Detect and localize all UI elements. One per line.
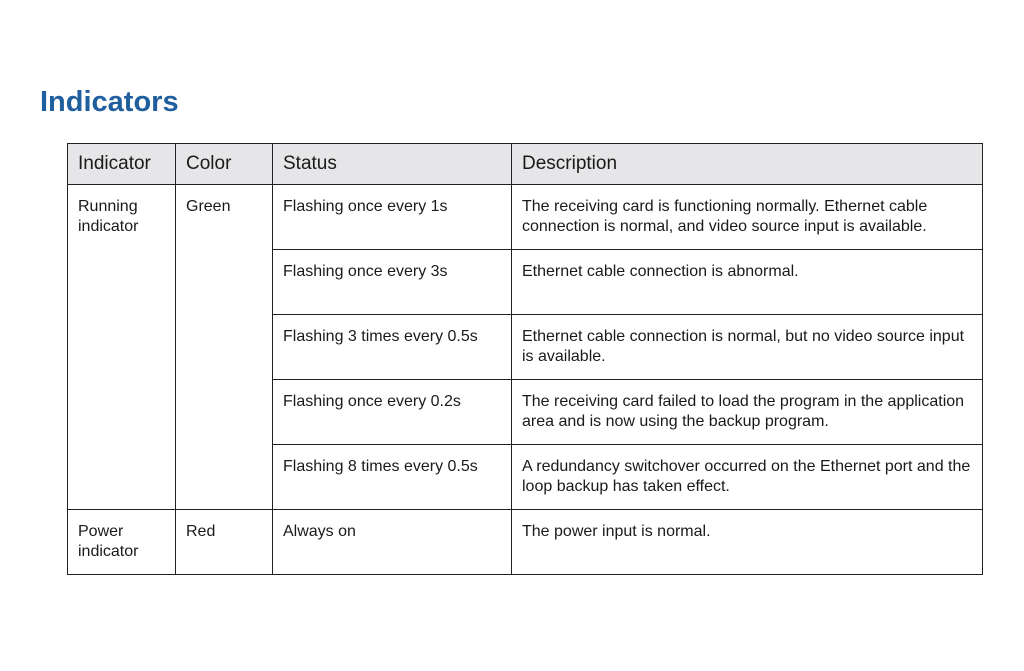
indicator-cell: Power indicator [68,510,176,575]
header-status: Status [273,144,512,185]
status-cell: Flashing 3 times every 0.5s [273,315,512,380]
description-cell: A redundancy switchover occurred on the Ethernet port and the loop backup has taken effect. [512,445,983,510]
color-cell: Green [176,185,273,510]
status-cell: Always on [273,510,512,575]
header-description: Description [512,144,983,185]
indicators-table [67,143,983,575]
header-color: Color [176,144,273,185]
description-cell: The power input is normal. [512,510,983,575]
description-cell: The receiving card is functioning normally. Ethernet cable connection is normal, and video source input is available. [512,185,983,250]
header-indicator: Indicator [68,144,176,185]
description-cell: Ethernet cable connection is normal, but no video source input is available. [512,315,983,380]
table-row [68,185,983,250]
indicator-cell: Running indicator [68,185,176,510]
color-cell: Red [176,510,273,575]
indicators-table-container [67,143,983,575]
status-cell: Flashing once every 0.2s [273,380,512,445]
table-row [68,510,983,575]
status-cell: Flashing once every 3s [273,250,512,315]
status-cell: Flashing once every 1s [273,185,512,250]
status-cell: Flashing 8 times every 0.5s [273,445,512,510]
description-cell: The receiving card failed to load the program in the application area and is now using the backup program. [512,380,983,445]
header-row [68,144,983,185]
table-header [68,144,983,185]
table-body [68,185,983,575]
description-cell: Ethernet cable connection is abnormal. [512,250,983,315]
page-title: Indicators [40,86,179,118]
